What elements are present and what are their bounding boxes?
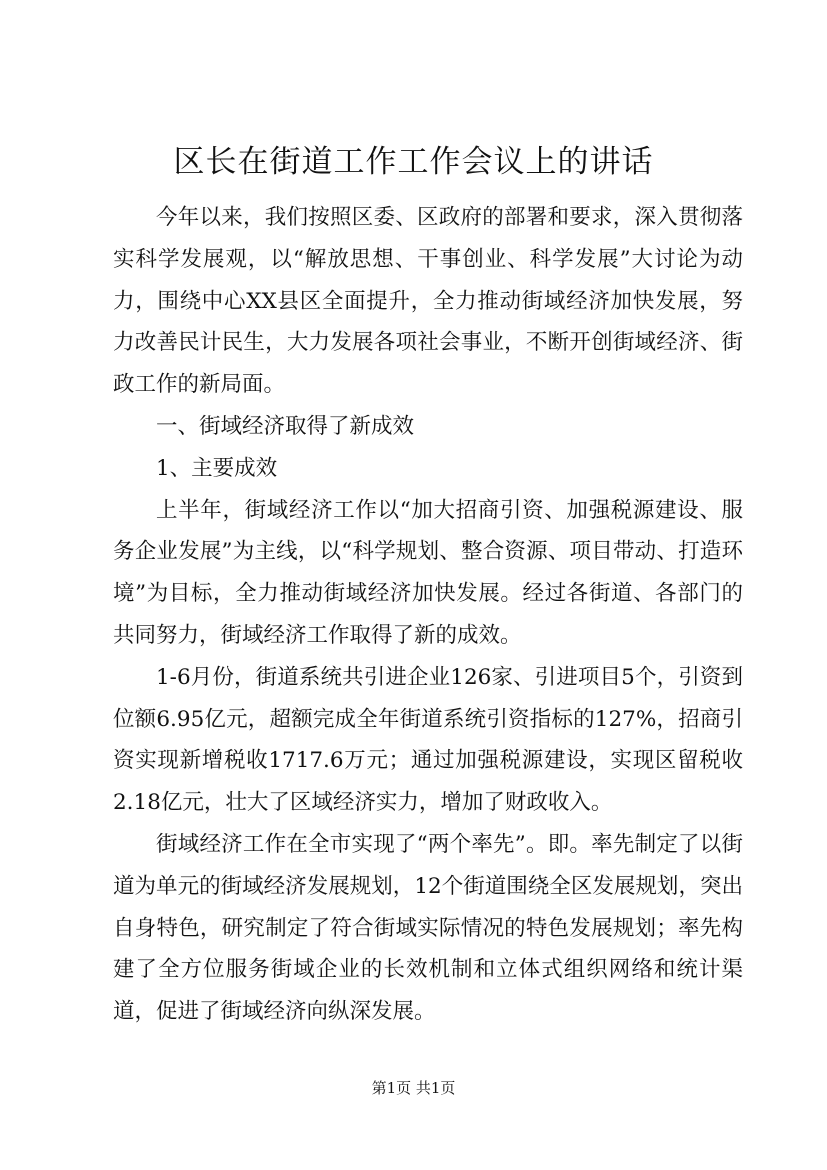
section-heading: 一、街域经济取得了新成效 xyxy=(156,413,415,439)
subsection-heading: 1、主要成效 xyxy=(156,455,278,481)
paragraph-statistics: 1-6月份，街道系统共引进企业126家、引进项目5个，引资到位额6.95亿元，超额完成全年街道系统引资指标的127%，招商引资实现新增税收1717.6万元；通过加强税源建设，实现区留税收2.18亿元，壮大了区域经济实力，增加了财政收入。 xyxy=(113,664,743,816)
paragraph-intro: 今年以来，我们按照区委、区政府的部署和要求，深入贯彻落实科学发展观，以“解放思想、干事创业、科学发展”大讨论为动力，围绕中心XX县区全面提升，全力推动街域经济加快发展，努力改善民计民生，大力发展各项社会事业，不断开创街域经济、街政工作的新局面。 xyxy=(113,205,743,398)
paragraph-first-half: 上半年，街域经济工作以“加大招商引资、加强税源建设、服务企业发展”为主线，以“科学规划、整合资源、项目带动、打造环境”为目标，全力推动街域经济加快发展。经过各街道、各部门的共同努力，街域经济工作取得了新的成效。 xyxy=(113,497,743,648)
document-body xyxy=(113,197,743,1033)
page-footer: 第1页 共1页 xyxy=(371,1079,456,1097)
document-title: 区长在街道工作工作会议上的讲话 xyxy=(173,144,654,180)
paragraph-two-firsts: 街域经济工作在全市实现了“两个率先”。即。率先制定了以街道为单元的街域经济发展规划，12个街道围绕全区发展规划，突出自身特色，研究制定了符合街域实际情况的特色发展规划；率先构建了全方位服务街域企业的长效机制和立体式组织网络和统计渠道，促进了街域经济向纵深发展。 xyxy=(113,831,743,1025)
